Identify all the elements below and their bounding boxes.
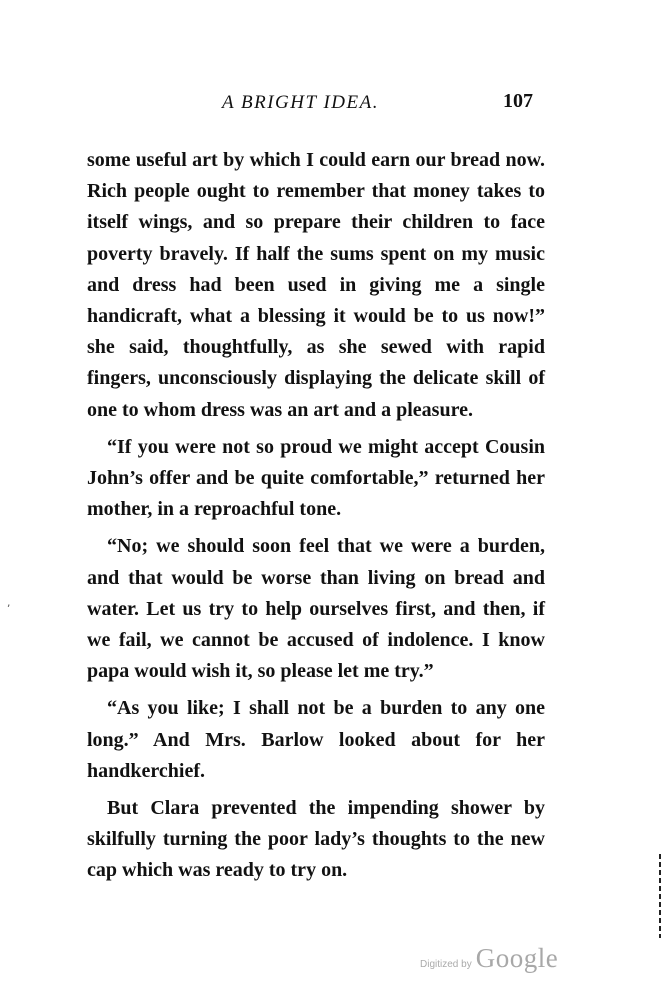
- paragraph-1: some useful art by which I could earn our bread now. Rich people ought to remember that money takes to itself wings, and so prepare their children to face poverty bravely. If half the sums spent on my music and dress had been used in giving me a single handicraft, what a blessing it would be to us now!” she said, thoughtfully, as she sewed with rapid fingers, unconsciously displaying the delicate skill of one to whom dress was an art and a pleasure.: [87, 149, 545, 421]
- running-head: A BRIGHT IDEA.: [222, 92, 379, 113]
- page-number: 107: [503, 90, 533, 112]
- body-text: [87, 145, 545, 893]
- scan-speck: ’: [7, 604, 11, 615]
- google-logo: Google: [475, 943, 559, 973]
- paragraph-4: “As you like; I shall not be a burden to any one long.” And Mrs. Barlow looked about for her handkerchief.: [87, 697, 545, 782]
- google-watermark: [420, 943, 558, 974]
- paragraph-5: But Clara prevented the impending shower by skilfully turning the poor lady’s thoughts to the new cap which was ready to try on.: [87, 797, 545, 882]
- paragraph-2: “If you were not so proud we might accept Cousin John’s offer and be quite comfortable,” returned her mother, in a reproachful tone.: [87, 435, 545, 521]
- paragraph-3: “No; we should soon feel that we were a burden, and that would be worse than living on bread and water. Let us try to help ourselves first, and then, if we fail, we cannot be accused of indolence. I know papa would wish it, so please let me try.”: [87, 535, 545, 683]
- scan-edge-line: [659, 854, 661, 938]
- watermark-prefix: Digitized by: [420, 959, 472, 970]
